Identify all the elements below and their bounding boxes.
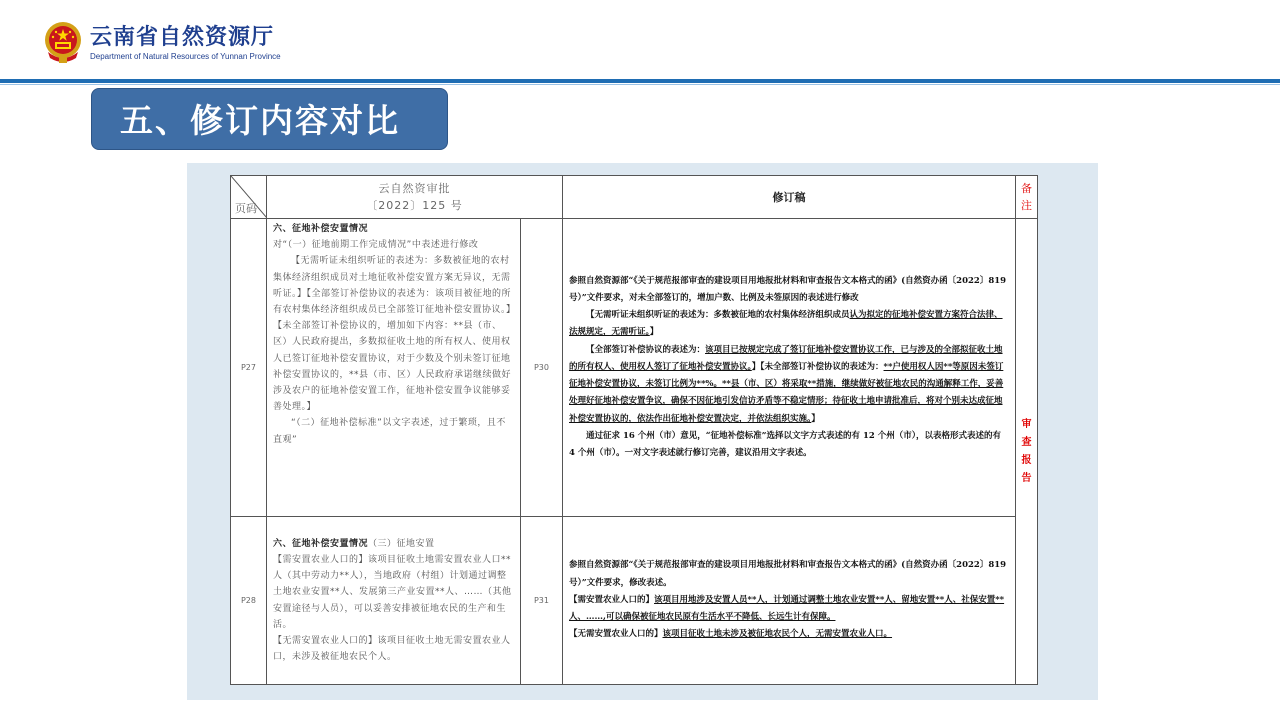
text-run: （三）征地安置 — [368, 538, 435, 549]
old-paragraph: 【无需安置农业人口的】该项目征收土地无需安置农业人口，未涉及被征地农民个人。 — [273, 635, 511, 663]
header-rule — [0, 79, 1280, 83]
comparison-panel — [187, 163, 1098, 700]
header-revision-label: 修订稿 — [772, 191, 806, 204]
old-paragraph: 【需安置农业人口的】该项目征收土地需安置农业人口**人（其中劳动力**人），当地政府（村组）计划通过调整土地农业安置**人、发展第三产业安置**人、……（其他安置途径与人员），可以妥善安排被征地农民的生产和生活。 — [273, 554, 512, 630]
underlined-text: 该项目用地涉及安置人员**人，计划通过调整土地农业安置**人、留地安置**人、社保安置**人、……,可以确保被征地农民原有生活水平不降低、长远生计有保障。 — [569, 594, 1005, 623]
header-revision-cell — [563, 176, 1016, 219]
text-run: 】 — [649, 327, 659, 338]
page-header — [0, 0, 1280, 82]
header-doc-line2: 〔2022〕125 号 — [366, 199, 463, 212]
table-row — [231, 219, 1038, 517]
note-char: 审 — [1021, 418, 1032, 430]
new-paragraph: 通过征求 16 个州（市）意见，“征地补偿标准”选择以文字方式表述的有 12 个州（市），以表格形式表述的有 4 个州（市）。一对文字表述就行修订完善，建议沿用文字表述。 — [569, 430, 1002, 458]
old-page-number: P27 — [231, 219, 267, 517]
comparison-table — [230, 175, 1038, 685]
header-note-char: 注 — [1021, 199, 1032, 212]
header-page-cell — [231, 176, 267, 219]
new-page-number: P30 — [521, 219, 563, 517]
underlined-text: 认为拟定的征地补偿安置方案符合法律、法规规定，无需听证。 — [569, 310, 1003, 338]
old-paragraph: “（二）征地补偿标准”以文字表述，过于繁琐，且不直观” — [273, 418, 506, 445]
underlined-text: 该项目已按规定完成了签订征地补偿安置协议工作，已与涉及的全部拟征收土地的所有权人、使用权人签订了征地补偿安置协议。 — [569, 344, 1003, 372]
new-text-cell — [563, 517, 1016, 685]
old-heading: 六、征地补偿安置情况 — [273, 224, 369, 234]
old-text-cell — [267, 219, 521, 517]
old-heading — [273, 536, 514, 552]
text-run: 【无需安置农业人口的】 — [569, 629, 663, 640]
new-paragraph — [569, 307, 1009, 341]
old-paragraph: 对“（一）征地前期工作完成情况”中表述进行修改 — [273, 240, 479, 251]
header-note-cell — [1016, 176, 1038, 219]
underlined-text: 该项目征收土地未涉及被征地农民个人，无需安置农业人口。 — [662, 629, 893, 640]
org-name: 云南省自然资源厅 — [90, 24, 275, 50]
text-run: 【全部签订补偿协议的表述为： — [586, 344, 706, 355]
note-char: 告 — [1021, 472, 1032, 484]
text-run: 】 — [811, 413, 820, 424]
new-text-cell — [563, 219, 1016, 517]
section-title-box — [91, 88, 448, 150]
old-paragraph: 【无需听证未组织听证的表述为：多数被征地的农村集体经济组织成员对土地征收补偿安置方案无异议，无需听证。】【全部签订补偿协议的表述为：该项目被征地的所有农村集体经济组织成员已全部签订征地补偿安置协议。】【未全部签订补偿协议的，增加如下内容：**县（市、区）人民政府提出，多数拟征收土地的所有权人、使用权人已签订征地补偿安置协议，对于少数及个别未签订征地补偿安置协议的，**县（市、区）人民政府承诺继续做好涉及农户的征地补偿安置工作，征地补偿安置争议能够妥善处理。】 — [273, 256, 512, 413]
header-doc-line1: 云自然资审批 — [378, 182, 451, 195]
note-cell — [1016, 219, 1038, 685]
note-char: 报 — [1021, 454, 1032, 466]
old-page-number: P28 — [231, 517, 267, 685]
org-name-english: Department of Natural Resources of Yunnan Province — [90, 52, 281, 61]
new-paragraph — [569, 342, 1009, 428]
header-page-label: 页码 — [235, 202, 257, 215]
new-paragraph: 参照自然资源部“《关于规范报部审查的建设项目用地报批材料和审查报告文本格式的函》(自然资办函〔2022〕819号）”文件要求，修改表述。 — [569, 560, 1007, 588]
table-row — [231, 517, 1038, 685]
new-paragraph: 参照自然资源部“《关于规范报部审查的建设项目用地报批材料和审查报告文本格式的函》(自然资办函〔2022〕819号）”文件要求，对未全部签订的，增加户数、比例及未签原因的表述进行修改 — [569, 275, 1007, 304]
header-note-char: 备 — [1021, 182, 1032, 195]
note-char: 查 — [1021, 436, 1032, 448]
old-text-cell — [267, 517, 521, 685]
new-page-number: P31 — [521, 517, 563, 685]
table-header-row — [231, 176, 1038, 219]
new-paragraph — [569, 626, 1009, 643]
underlined-text: **户使用权人因**等原因未签订征地补偿安置协议，未签订比例为**%。**县（市、区）将采取**措施，继续做好被征地农民的沟通解释工作，妥善处理好征地补偿安置争议，确保不因征地引发信访矛盾等不稳定情形；待征收土地申请批准后，将对个别未达成征地补偿安置协议的，依法作出征地补偿安置决定，并依法组织实施。 — [569, 361, 1004, 424]
new-paragraph — [569, 592, 1009, 626]
text-run: 【无需听证未组织听证的表述为：多数被征地的农村集体经济组织成员 — [586, 310, 850, 321]
text-run: 【需安置农业人口的】 — [569, 594, 655, 605]
text-run: 六、征地补偿安置情况 — [273, 538, 369, 549]
text-run: 】【未全部签订补偿协议的表述为： — [751, 361, 884, 372]
header-doc-cell — [267, 176, 563, 219]
section-title: 五、修订内容对比 — [120, 101, 400, 140]
national-emblem-icon — [42, 20, 84, 64]
header-rule-thin — [0, 84, 1280, 85]
